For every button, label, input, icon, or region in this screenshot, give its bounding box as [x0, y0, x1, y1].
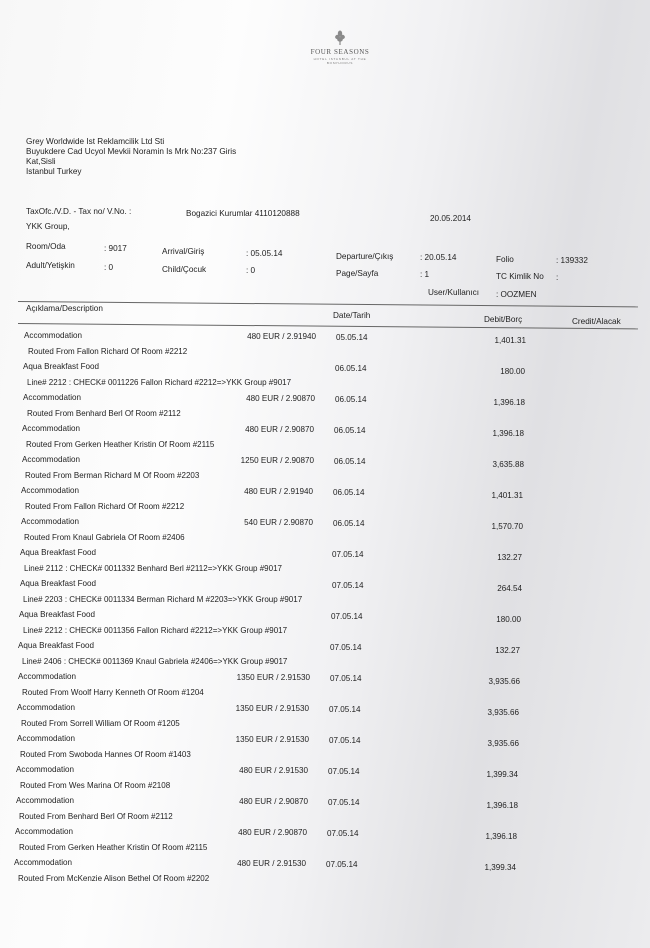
table-row	[0, 595, 650, 607]
folio-label: Folio	[496, 255, 514, 264]
table-row	[0, 486, 650, 498]
row-rate: 1350 EUR / 2.91530	[236, 673, 310, 682]
table-row	[0, 626, 650, 638]
address-line: Buyukdere Cad Ucyol Mevkii Noramin Is Mrk No:237 Giris	[26, 147, 237, 156]
tax-label: TaxOfc./V.D. - Tax no/ V.No. :	[26, 207, 132, 216]
room-value: : 9017	[104, 244, 127, 253]
row-debit: 3,635.88	[492, 460, 524, 469]
row-description: Line# 2212 : CHECK# 0011226 Fallon Richard #2212=>YKK Group #9017	[27, 377, 292, 387]
row-date: 07.05.14	[330, 643, 362, 652]
row-description: Routed From Swoboda Hannes Of Room #1403	[20, 749, 191, 759]
table-row	[0, 672, 650, 684]
table-row	[0, 734, 650, 746]
column-description: Açıklama/Description	[26, 304, 103, 313]
row-description: Accommodation	[17, 703, 76, 712]
invoice-date: 20.05.2014	[430, 214, 471, 223]
table-row	[0, 517, 650, 529]
row-debit: 264.54	[497, 584, 522, 593]
row-date: 06.05.14	[333, 488, 365, 497]
row-rate: 480 EUR / 2.91940	[247, 332, 316, 341]
row-description: Aqua Breakfast Food	[23, 362, 100, 371]
table-row	[0, 533, 650, 545]
row-description: Routed From Woolf Harry Kenneth Of Room #1204	[22, 687, 204, 697]
table-row	[0, 331, 650, 343]
row-date: 05.05.14	[336, 333, 368, 342]
row-date: 07.05.14	[329, 705, 361, 714]
row-rate: 480 EUR / 2.90870	[239, 797, 308, 806]
table-row	[0, 827, 650, 839]
row-description: Routed From Gerken Heather Kristin Of Room #2115	[19, 842, 208, 852]
page-value: : 1	[420, 270, 430, 279]
tc-value: :	[556, 273, 559, 282]
hotel-logo	[300, 30, 380, 65]
row-debit: 3,935.66	[487, 708, 519, 717]
table-row	[0, 843, 650, 855]
row-date: 07.05.14	[329, 736, 361, 745]
table-row	[0, 765, 650, 777]
departure-label: Departure/Çıkış	[336, 252, 394, 261]
table-row	[0, 455, 650, 467]
logo-sub: HOTEL ISTANBUL AT THE BOSPHORUS	[313, 57, 367, 65]
row-description: Aqua Breakfast Food	[20, 548, 97, 557]
child-value: : 0	[246, 266, 256, 275]
adult-label: Adult/Yetişkin	[26, 261, 75, 270]
table-row	[0, 471, 650, 483]
row-date: 07.05.14	[332, 581, 364, 590]
row-description: Routed From Berman Richard M Of Room #2203	[25, 470, 200, 480]
header-rule-top	[18, 301, 638, 307]
row-description: Routed From Knaul Gabriela Of Room #2406	[24, 532, 185, 542]
arrival-label: Arrival/Giriş	[162, 247, 205, 256]
table-row	[0, 796, 650, 808]
table-row	[0, 502, 650, 514]
row-description: Accommodation	[21, 486, 80, 495]
table-row	[0, 874, 650, 886]
row-description: Accommodation	[22, 455, 81, 464]
row-rate: 480 EUR / 2.91940	[244, 487, 313, 496]
tax-value: Bogazici Kurumlar 4110120888	[186, 209, 300, 218]
row-debit: 1,396.18	[486, 801, 518, 810]
row-debit: 132.27	[495, 646, 520, 655]
row-debit: 1,399.34	[484, 863, 516, 872]
table-row	[0, 812, 650, 824]
row-date: 07.05.14	[328, 767, 360, 776]
tree-logo-icon	[334, 30, 346, 46]
table-row	[0, 781, 650, 793]
table-row	[0, 347, 650, 359]
row-rate: 1250 EUR / 2.90870	[240, 456, 314, 465]
table-row	[0, 393, 650, 405]
table-row	[0, 564, 650, 576]
row-debit: 180.00	[496, 615, 521, 624]
row-description: Routed From Fallon Richard Of Room #2212	[25, 501, 185, 511]
row-rate: 480 EUR / 2.91530	[239, 766, 308, 775]
row-date: 07.05.14	[327, 829, 359, 838]
column-debit: Debit/Borç	[484, 315, 523, 324]
table-row	[0, 688, 650, 700]
row-rate: 480 EUR / 2.90870	[238, 828, 307, 837]
row-description: Accommodation	[16, 765, 75, 774]
table-row	[0, 378, 650, 390]
billing-address	[26, 137, 236, 177]
row-description: Routed From Gerken Heather Kristin Of Room #2115	[26, 439, 215, 449]
row-rate: 540 EUR / 2.90870	[244, 518, 313, 527]
room-label: Room/Oda	[26, 242, 66, 251]
header-rule-bottom	[18, 323, 638, 329]
table-row	[0, 548, 650, 560]
row-description: Line# 2203 : CHECK# 0011334 Berman Richard M #2203=>YKK Group #9017	[23, 594, 303, 604]
row-debit: 1,396.18	[485, 832, 517, 841]
row-rate: 480 EUR / 2.90870	[245, 425, 314, 434]
row-description: Accommodation	[22, 424, 81, 433]
table-row	[0, 641, 650, 653]
row-debit: 132.27	[497, 553, 522, 562]
row-debit: 3,935.66	[487, 739, 519, 748]
row-debit: 1,401.31	[494, 336, 526, 345]
row-description: Accommodation	[23, 393, 82, 402]
row-rate: 480 EUR / 2.90870	[246, 394, 315, 403]
row-debit: 3,935.66	[488, 677, 520, 686]
row-description: Routed From Benhard Berl Of Room #2112	[27, 408, 181, 418]
table-row	[0, 858, 650, 870]
row-description: Accommodation	[15, 827, 74, 836]
row-date: 06.05.14	[333, 519, 365, 528]
adult-value: : 0	[104, 263, 114, 272]
table-row	[0, 362, 650, 374]
row-rate: 480 EUR / 2.91530	[237, 859, 306, 868]
user-label: User/Kullanıcı	[428, 288, 479, 297]
row-debit: 1,399.34	[486, 770, 518, 779]
row-date: 07.05.14	[330, 674, 362, 683]
user-value: : OOZMEN	[496, 290, 537, 299]
column-credit: Credit/Alacak	[572, 317, 621, 326]
row-description: Line# 2112 : CHECK# 0011332 Benhard Berl #2112=>YKK Group #9017	[24, 563, 282, 573]
table-row	[0, 750, 650, 762]
row-date: 07.05.14	[328, 798, 360, 807]
folio-value: : 139332	[556, 256, 588, 265]
table-row	[0, 657, 650, 669]
logo-name: FOUR SEASONS	[310, 48, 370, 56]
address-line: Kat,Sisli	[26, 157, 56, 166]
child-label: Child/Çocuk	[162, 265, 207, 274]
row-description: Accommodation	[14, 858, 73, 867]
row-description: Accommodation	[17, 734, 76, 743]
row-debit: 180.00	[500, 367, 525, 376]
row-date: 07.05.14	[332, 550, 364, 559]
row-date: 06.05.14	[335, 364, 367, 373]
table-row	[0, 409, 650, 421]
row-description: Accommodation	[21, 517, 80, 526]
row-description: Aqua Breakfast Food	[20, 579, 97, 588]
table-row	[0, 424, 650, 436]
table-row	[0, 703, 650, 715]
row-description: Accommodation	[18, 672, 77, 681]
row-description: Routed From Wes Marina Of Room #2108	[20, 780, 171, 790]
row-description: Aqua Breakfast Food	[18, 641, 95, 650]
row-description: Aqua Breakfast Food	[19, 610, 96, 619]
row-description: Line# 2406 : CHECK# 0011369 Knaul Gabriela #2406=>YKK Group #9017	[22, 656, 288, 666]
table-row	[0, 719, 650, 731]
row-rate: 1350 EUR / 2.91530	[235, 704, 309, 713]
row-description: Routed From Fallon Richard Of Room #2212	[28, 346, 188, 356]
departure-value: : 20.05.14	[420, 253, 457, 262]
address-line: Grey Worldwide Ist Reklamcilik Ltd Sti	[26, 137, 165, 146]
table-row	[0, 610, 650, 622]
row-description: Routed From Sorrell William Of Room #1205	[21, 718, 180, 728]
arrival-value: : 05.05.14	[246, 249, 283, 258]
group-name: YKK Group,	[26, 222, 70, 231]
address-line: Istanbul Turkey	[26, 167, 82, 176]
row-rate: 1350 EUR / 2.91530	[235, 735, 309, 744]
table-row	[0, 579, 650, 591]
row-date: 06.05.14	[334, 426, 366, 435]
column-date: Date/Tarih	[333, 311, 371, 320]
row-date: 07.05.14	[326, 860, 358, 869]
row-date: 06.05.14	[335, 395, 367, 404]
row-description: Accommodation	[16, 796, 75, 805]
row-description: Routed From McKenzie Alison Bethel Of Room #2202	[18, 873, 210, 883]
row-date: 06.05.14	[334, 457, 366, 466]
row-debit: 1,396.18	[493, 398, 525, 407]
row-date: 07.05.14	[331, 612, 363, 621]
row-description: Routed From Benhard Berl Of Room #2112	[19, 811, 173, 821]
row-description: Accommodation	[24, 331, 83, 340]
table-row	[0, 440, 650, 452]
row-debit: 1,401.31	[491, 491, 523, 500]
row-description: Line# 2212 : CHECK# 0011356 Fallon Richard #2212=>YKK Group #9017	[23, 625, 288, 635]
row-debit: 1,396.18	[492, 429, 524, 438]
row-debit: 1,570.70	[491, 522, 523, 531]
page-label: Page/Sayfa	[336, 269, 379, 278]
tc-label: TC Kimlik No	[496, 272, 544, 281]
